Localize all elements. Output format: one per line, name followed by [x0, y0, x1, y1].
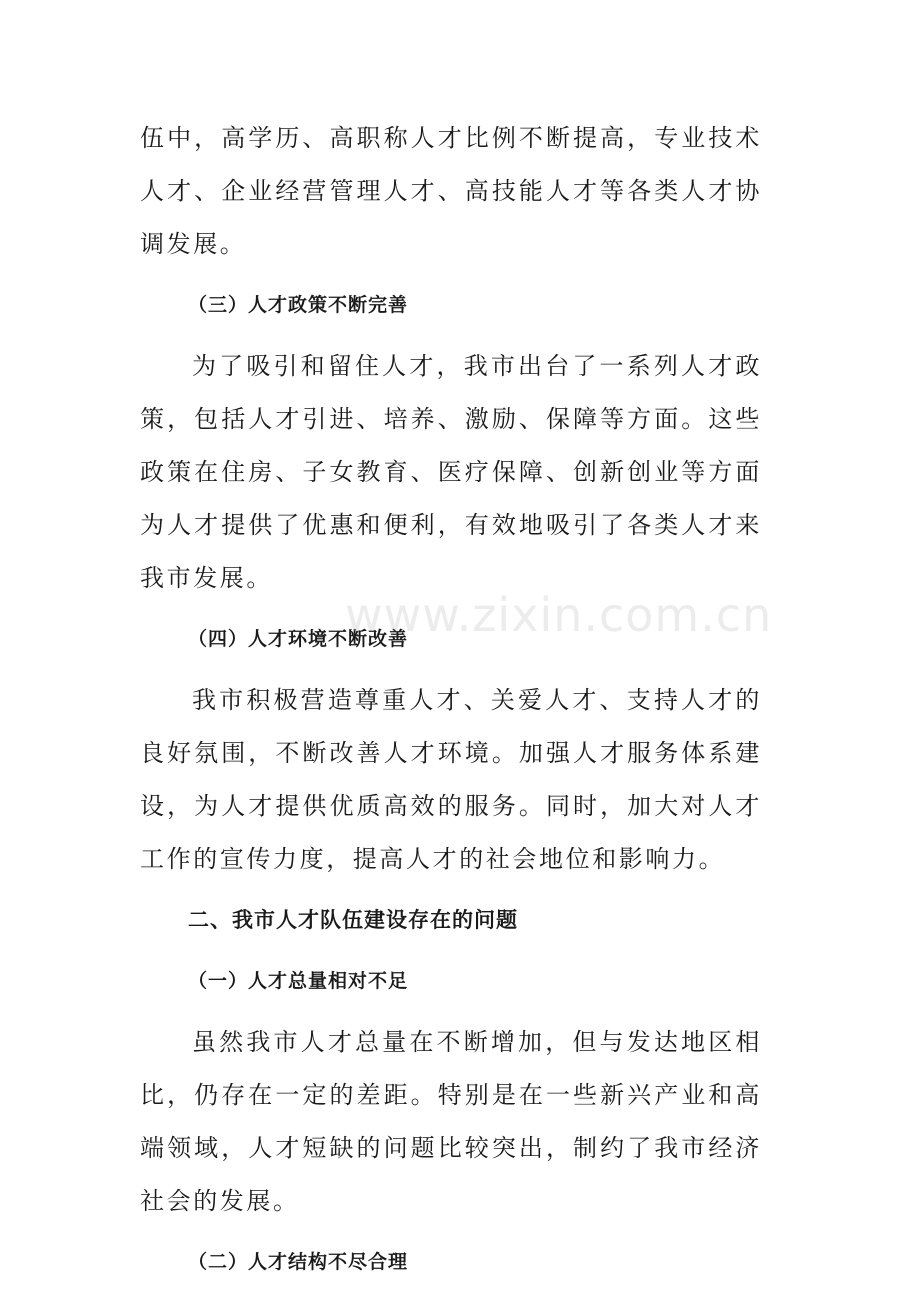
paragraph-continuation: 伍中，高学历、高职称人才比例不断提高，专业技术人才、企业经营管理人才、高技能人才等各类人才协调发展。 [140, 124, 762, 258]
document-page [140, 112, 762, 1289]
heading-talent-policy: （三）人才政策不断完善 [188, 294, 409, 316]
paragraph-talent-environment: 我市积极营造尊重人才、关爱人才、支持人才的良好氛围，不断改善人才环境。加强人才服务体系建设，为人才提供优质高效的服务。同时，加大对人才工作的宣传力度，提高人才的社会地位和影响力。 [140, 686, 762, 873]
paragraph-talent-policy: 为了吸引和留住人才，我市出台了一系列人才政策，包括人才引进、培养、激励、保障等方面。这些政策在住房、子女教育、医疗保障、创新创业等方面为人才提供了优惠和便利，有效地吸引了各类人才来我市发展。 [140, 352, 762, 592]
paragraph-talent-shortage: 虽然我市人才总量在不断增加，但与发达地区相比，仍存在一定的差距。特别是在一些新兴产业和高端领域，人才短缺的问题比较突出，制约了我市经济社会的发展。 [140, 1028, 762, 1215]
watermark: www.zixin.com.cn [345, 588, 773, 642]
section-heading-problems: 二、我市人才队伍建设存在的问题 [188, 908, 518, 932]
heading-talent-structure: （二）人才结构不尽合理 [188, 1251, 409, 1273]
heading-talent-shortage: （一）人才总量相对不足 [188, 970, 409, 992]
heading-talent-environment: （四）人才环境不断改善 [188, 628, 409, 650]
